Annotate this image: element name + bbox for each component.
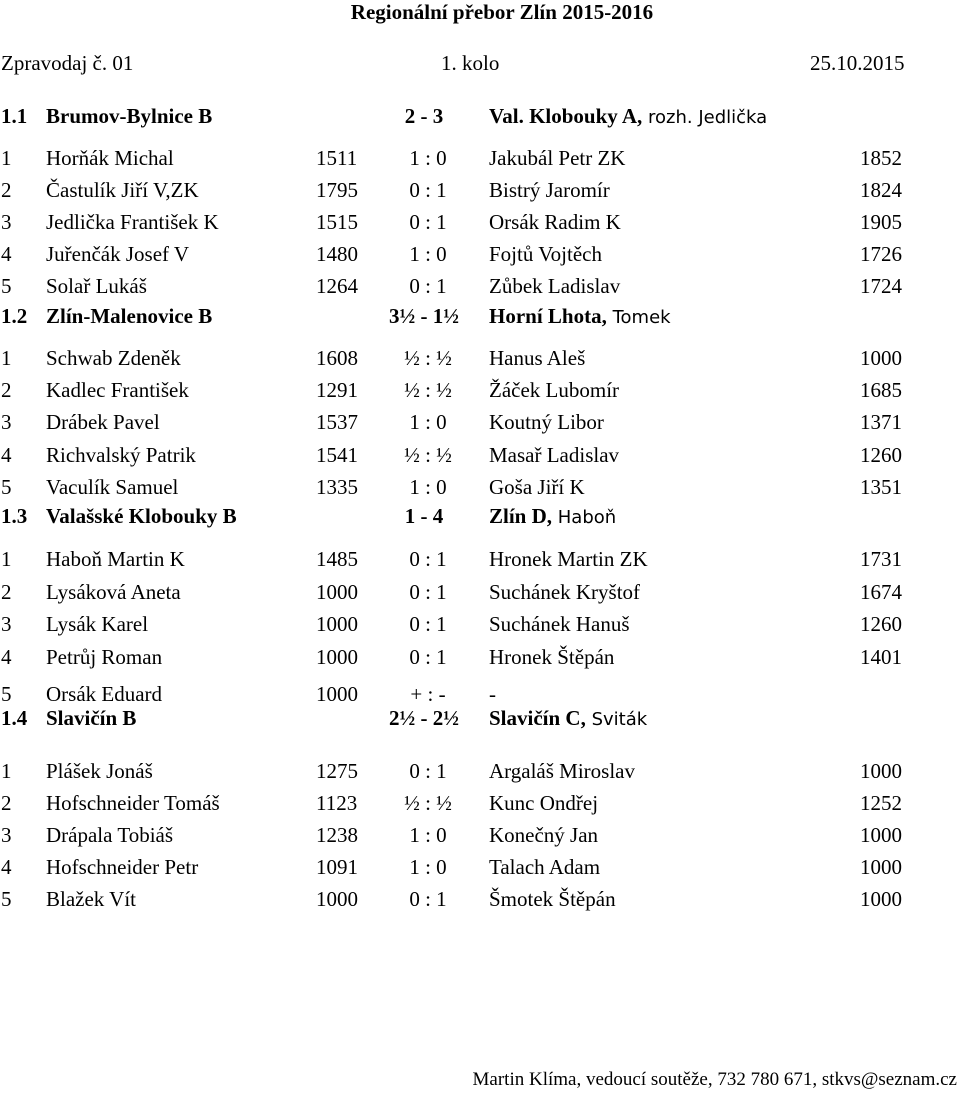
home-player-rating: 1608 bbox=[316, 346, 358, 370]
guest-player-name: Hronek Martin ZK bbox=[489, 547, 648, 571]
board-result: 1 : 0 bbox=[409, 146, 447, 170]
board-row bbox=[0, 473, 960, 501]
guest-captain: Haboň bbox=[552, 507, 617, 528]
guest-player-name: Talach Adam bbox=[489, 855, 601, 879]
match-score: 1 - 4 bbox=[404, 504, 444, 528]
board-result: 0 : 1 bbox=[409, 612, 447, 636]
match-header-row bbox=[0, 502, 960, 530]
home-player-name: Petrůj Roman bbox=[46, 645, 163, 669]
board-number: 4 bbox=[1, 855, 12, 879]
guest-player-name: - bbox=[489, 682, 496, 706]
board-number: 4 bbox=[1, 645, 12, 669]
home-player-rating: 1795 bbox=[316, 178, 358, 202]
board-number: 5 bbox=[1, 475, 12, 499]
guest-player-rating: 1000 bbox=[860, 887, 902, 911]
board-number: 5 bbox=[1, 274, 12, 298]
bulletin-number: Zpravodaj č. 01 bbox=[1, 51, 134, 75]
board-result: 0 : 1 bbox=[409, 210, 447, 234]
guest-player-name: Orsák Radim K bbox=[489, 210, 621, 234]
board-number: 1 bbox=[1, 346, 12, 370]
board-row bbox=[0, 144, 960, 172]
board-row bbox=[0, 408, 960, 436]
board-row bbox=[0, 885, 960, 913]
board-result: 0 : 1 bbox=[409, 580, 447, 604]
board-result: 0 : 1 bbox=[409, 887, 447, 911]
guest-player-rating: 1260 bbox=[860, 612, 902, 636]
board-number: 1 bbox=[1, 547, 12, 571]
home-player-name: Haboň Martin K bbox=[46, 547, 185, 571]
home-player-rating: 1000 bbox=[316, 682, 358, 706]
board-result: 0 : 1 bbox=[409, 274, 447, 298]
board-row bbox=[0, 578, 960, 606]
guest-player-name: Zůbek Ladislav bbox=[489, 274, 621, 298]
board-number: 2 bbox=[1, 580, 12, 604]
home-player-rating: 1485 bbox=[316, 547, 358, 571]
guest-player-rating: 1685 bbox=[860, 378, 902, 402]
board-result: 1 : 0 bbox=[409, 242, 447, 266]
board-result: 0 : 1 bbox=[409, 759, 447, 783]
home-player-name: Hofschneider Petr bbox=[46, 855, 199, 879]
board-row bbox=[0, 853, 960, 881]
home-player-name: Lysáková Aneta bbox=[46, 580, 181, 604]
home-player-rating: 1000 bbox=[316, 612, 358, 636]
guest-player-rating: 1000 bbox=[860, 759, 902, 783]
home-player-rating: 1000 bbox=[316, 580, 358, 604]
board-row bbox=[0, 441, 960, 469]
home-player-rating: 1275 bbox=[316, 759, 358, 783]
footer-contact: Martin Klíma, vedoucí soutěže, 732 780 671, stkvs@seznam.cz bbox=[472, 1069, 957, 1090]
board-row bbox=[0, 643, 960, 671]
guest-player-name: Kunc Ondřej bbox=[489, 791, 599, 815]
guest-player-name: Hanus Aleš bbox=[489, 346, 586, 370]
board-number: 3 bbox=[1, 612, 12, 636]
match-id: 1.3 bbox=[1, 504, 28, 528]
home-player-rating: 1264 bbox=[316, 274, 358, 298]
guest-player-name: Argaláš Miroslav bbox=[489, 759, 636, 783]
home-player-rating: 1511 bbox=[316, 146, 358, 170]
home-player-name: Horňák Michal bbox=[46, 146, 174, 170]
guest-player-name: Fojtů Vojtěch bbox=[489, 242, 602, 266]
board-row bbox=[0, 272, 960, 300]
board-row bbox=[0, 545, 960, 573]
home-player-name: Blažek Vít bbox=[46, 887, 137, 911]
home-player-rating: 1000 bbox=[316, 645, 358, 669]
home-player-name: Lysák Karel bbox=[46, 612, 149, 636]
guest-player-rating: 1000 bbox=[860, 855, 902, 879]
home-player-rating: 1515 bbox=[316, 210, 358, 234]
guest-team-name: Zlín D, bbox=[489, 504, 553, 528]
guest-team-name: Horní Lhota, bbox=[489, 304, 607, 328]
home-team-name: Zlín-Malenovice B bbox=[46, 304, 213, 328]
guest-team-name: Val. Klobouky A, bbox=[489, 104, 643, 128]
guest-player-name: Bistrý Jaromír bbox=[489, 178, 610, 202]
board-row bbox=[0, 208, 960, 236]
board-row bbox=[0, 821, 960, 849]
guest-player-name: Koutný Libor bbox=[489, 410, 604, 434]
guest-player-name: Jakubál Petr ZK bbox=[489, 146, 626, 170]
match-id: 1.1 bbox=[1, 104, 28, 128]
guest-player-name: Masař Ladislav bbox=[489, 443, 620, 467]
guest-player-rating: 1674 bbox=[860, 580, 902, 604]
guest-player-rating: 1371 bbox=[860, 410, 902, 434]
board-result: 0 : 1 bbox=[409, 645, 447, 669]
board-number: 4 bbox=[1, 242, 12, 266]
home-player-name: Orsák Eduard bbox=[46, 682, 163, 706]
home-player-name: Jedlička František K bbox=[46, 210, 219, 234]
home-team-name: Slavičín B bbox=[46, 706, 137, 730]
home-team-name: Valašské Klobouky B bbox=[46, 504, 237, 528]
guest-player-rating: 1000 bbox=[860, 823, 902, 847]
board-number: 4 bbox=[1, 443, 12, 467]
match-score: 2½ - 2½ bbox=[389, 706, 459, 730]
home-team-name: Brumov-Bylnice B bbox=[46, 104, 213, 128]
guest-team-cell bbox=[489, 502, 616, 532]
home-player-rating: 1000 bbox=[316, 887, 358, 911]
match-header-row bbox=[0, 102, 960, 130]
match-header-row bbox=[0, 302, 960, 330]
home-player-rating: 1291 bbox=[316, 378, 358, 402]
home-player-rating: 1541 bbox=[316, 443, 358, 467]
board-row bbox=[0, 176, 960, 204]
guest-player-rating: 1351 bbox=[860, 475, 902, 499]
board-number: 1 bbox=[1, 146, 12, 170]
guest-player-rating: 1724 bbox=[860, 274, 902, 298]
home-player-name: Kadlec František bbox=[46, 378, 189, 402]
home-player-rating: 1238 bbox=[316, 823, 358, 847]
guest-player-rating: 1824 bbox=[860, 178, 902, 202]
bulletin-date: 25.10.2015 bbox=[810, 51, 905, 75]
guest-captain: Sviták bbox=[585, 709, 648, 730]
home-player-name: Vaculík Samuel bbox=[46, 475, 179, 499]
guest-player-name: Goša Jiří K bbox=[489, 475, 585, 499]
board-result: ½ : ½ bbox=[404, 378, 452, 402]
guest-player-rating: 1726 bbox=[860, 242, 902, 266]
guest-player-name: Suchánek Kryštof bbox=[489, 580, 641, 604]
board-row bbox=[0, 610, 960, 638]
board-number: 3 bbox=[1, 410, 12, 434]
guest-player-name: Suchánek Hanuš bbox=[489, 612, 630, 636]
board-result: ½ : ½ bbox=[404, 346, 452, 370]
board-number: 5 bbox=[1, 887, 12, 911]
board-number: 2 bbox=[1, 791, 12, 815]
home-player-rating: 1335 bbox=[316, 475, 358, 499]
home-player-name: Juřenčák Josef V bbox=[46, 242, 190, 266]
board-number: 3 bbox=[1, 210, 12, 234]
guest-player-rating: 1000 bbox=[860, 346, 902, 370]
board-result: 1 : 0 bbox=[409, 475, 447, 499]
match-id: 1.2 bbox=[1, 304, 28, 328]
board-result: 1 : 0 bbox=[409, 823, 447, 847]
home-player-name: Richvalský Patrik bbox=[46, 443, 196, 467]
board-result: 0 : 1 bbox=[409, 178, 447, 202]
board-number: 3 bbox=[1, 823, 12, 847]
board-result: 0 : 1 bbox=[409, 547, 447, 571]
board-result: + : - bbox=[410, 682, 446, 706]
match-score: 2 - 3 bbox=[404, 104, 444, 128]
board-row bbox=[0, 376, 960, 404]
guest-player-rating: 1401 bbox=[860, 645, 902, 669]
page-title: Regionální přebor Zlín 2015-2016 bbox=[350, 0, 654, 24]
board-number: 1 bbox=[1, 759, 12, 783]
guest-player-name: Konečný Jan bbox=[489, 823, 599, 847]
guest-player-name: Šmotek Štěpán bbox=[489, 887, 616, 911]
guest-team-cell bbox=[489, 704, 647, 734]
home-player-name: Drábek Pavel bbox=[46, 410, 160, 434]
guest-player-rating: 1852 bbox=[860, 146, 902, 170]
match-score: 3½ - 1½ bbox=[389, 304, 459, 328]
home-player-name: Častulík Jiří V,ZK bbox=[46, 178, 199, 202]
guest-team-cell bbox=[489, 102, 767, 132]
board-row bbox=[0, 344, 960, 372]
guest-player-rating: 1905 bbox=[860, 210, 902, 234]
guest-player-rating: 1260 bbox=[860, 443, 902, 467]
board-row bbox=[0, 789, 960, 817]
match-id: 1.4 bbox=[1, 706, 28, 730]
home-player-name: Hofschneider Tomáš bbox=[46, 791, 220, 815]
board-result: 1 : 0 bbox=[409, 410, 447, 434]
board-row bbox=[0, 240, 960, 268]
guest-team-cell bbox=[489, 302, 671, 332]
board-result: 1 : 0 bbox=[409, 855, 447, 879]
board-number: 2 bbox=[1, 378, 12, 402]
home-player-name: Solař Lukáš bbox=[46, 274, 147, 298]
board-number: 5 bbox=[1, 682, 12, 706]
home-player-rating: 1123 bbox=[316, 791, 358, 815]
guest-captain: Tomek bbox=[606, 307, 671, 328]
home-player-name: Plášek Jonáš bbox=[46, 759, 153, 783]
home-player-rating: 1537 bbox=[316, 410, 358, 434]
guest-captain: rozh. Jedlička bbox=[642, 107, 768, 128]
home-player-name: Drápala Tobiáš bbox=[46, 823, 174, 847]
board-result: ½ : ½ bbox=[404, 443, 452, 467]
guest-player-name: Žáček Lubomír bbox=[489, 378, 620, 402]
guest-player-rating: 1731 bbox=[860, 547, 902, 571]
board-row bbox=[0, 757, 960, 785]
guest-player-name: Hronek Štěpán bbox=[489, 645, 615, 669]
board-result: ½ : ½ bbox=[404, 791, 452, 815]
home-player-name: Schwab Zdeněk bbox=[46, 346, 181, 370]
board-number: 2 bbox=[1, 178, 12, 202]
home-player-rating: 1091 bbox=[316, 855, 358, 879]
round-label: 1. kolo bbox=[441, 51, 500, 75]
match-header-row bbox=[0, 704, 960, 732]
home-player-rating: 1480 bbox=[316, 242, 358, 266]
guest-team-name: Slavičín C, bbox=[489, 706, 586, 730]
guest-player-rating: 1252 bbox=[860, 791, 902, 815]
